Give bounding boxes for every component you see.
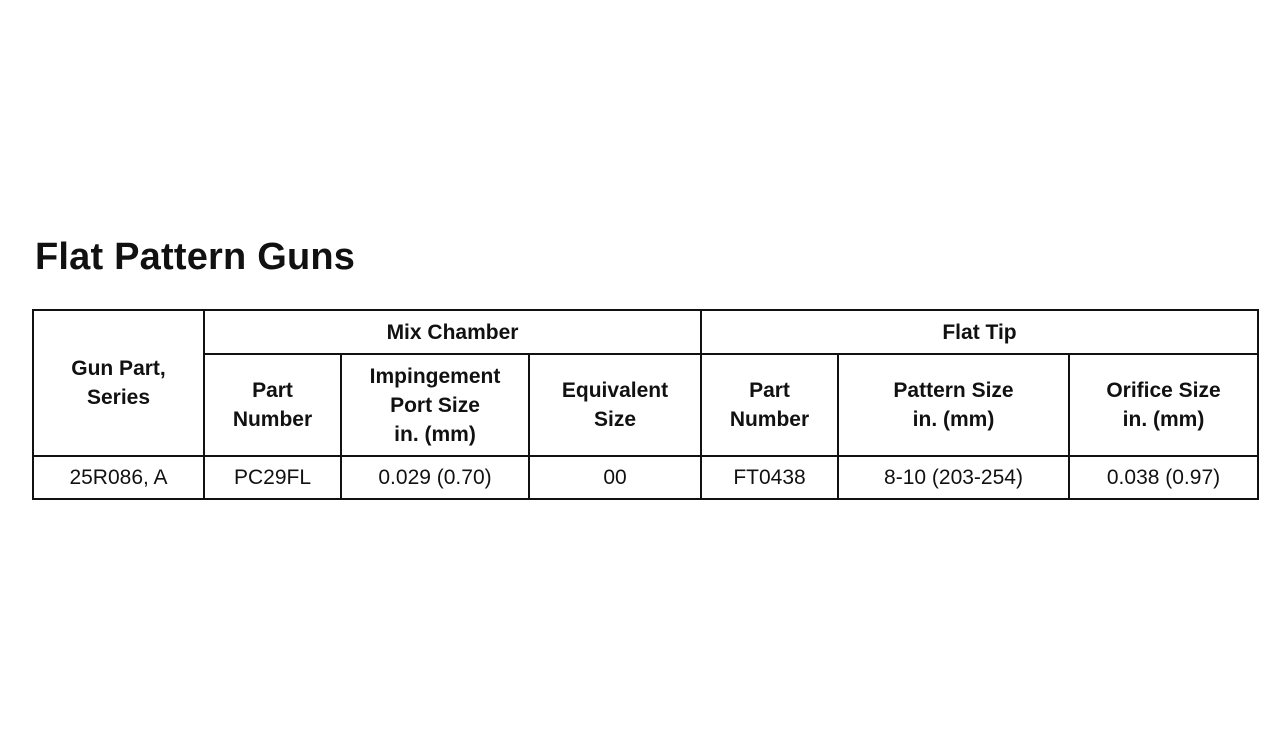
cell-impingement-port-size: 0.029 (0.70) [341,456,529,499]
header-mix-chamber: Mix Chamber [204,310,701,354]
header-orifice-size: Orifice Size in. (mm) [1069,354,1258,456]
header-flat-tip-part-number: Part Number [701,354,838,456]
cell-orifice-size: 0.038 (0.97) [1069,456,1258,499]
header-pattern-size: Pattern Size in. (mm) [838,354,1069,456]
cell-gun-part-series: 25R086, A [33,456,204,499]
header-gun-part-series: Gun Part, Series [33,310,204,456]
table-row [33,456,1258,499]
flat-pattern-guns-table [32,309,1259,500]
header-equivalent-size: Equivalent Size [529,354,701,456]
header-group-row [33,310,1258,354]
cell-pattern-size: 8-10 (203-254) [838,456,1069,499]
cell-equivalent-size: 00 [529,456,701,499]
header-sub-row [33,354,1258,456]
page-title: Flat Pattern Guns [35,236,356,278]
header-flat-tip: Flat Tip [701,310,1258,354]
cell-mix-chamber-part-number: PC29FL [204,456,341,499]
cell-flat-tip-part-number: FT0438 [701,456,838,499]
header-impingement-port-size: Impingement Port Size in. (mm) [341,354,529,456]
header-mix-chamber-part-number: Part Number [204,354,341,456]
